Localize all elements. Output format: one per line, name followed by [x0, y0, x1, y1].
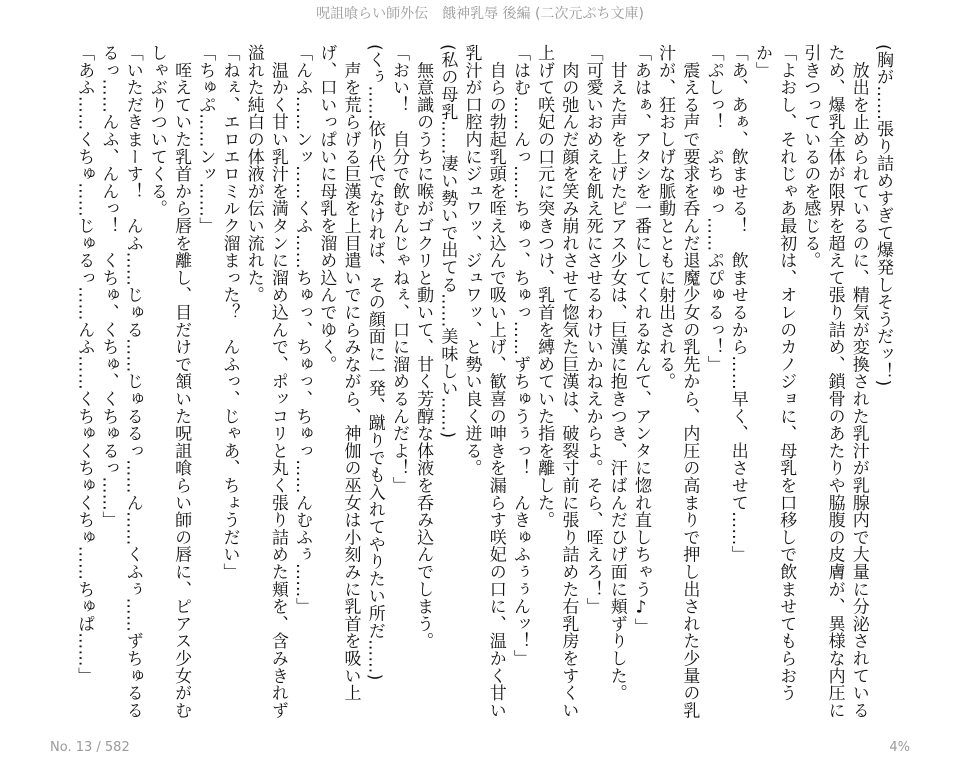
text-line: (私の母乳……凄い勢いで出てる……美味しい……) [437, 44, 458, 439]
text-line: 自らの勃起乳頭を咥え込んで吸い上げ、歓喜の呻きを漏らす咲妃の口に、温かく甘い乳汁が口腔内にジュワッ、ジュワッ、と勢い良く迸る。 [461, 44, 506, 719]
text-line: 震える声で要求を呑んだ退魔少女の乳先から、内圧の高まりで押し出された少量の乳汁が、狂おしげな脈動とともに射出される。 [655, 44, 700, 719]
text-line: (胸が……張り詰めすぎて爆発しそうだッ！) [873, 44, 893, 387]
progress-percent: 4% [889, 740, 910, 755]
text-line: 「おい！ 自分で飲むんじゃねぇ、口に溜めるんだよ！」 [388, 44, 409, 494]
text-line: (くぅ……依り代でなければ、その顔面に一発、蹴りでも入れてやりたい所だ……) [364, 44, 385, 681]
text-line: 「可愛いおめえを飢え死にさせるわけいかねえからよ。そら、咥えろ！」 [582, 44, 603, 615]
text-line: 「ねぇ、エロエロミルク溜まった？ んふっ、じゃあ、ちょうだい」 [219, 44, 240, 581]
text-line: 「はむ……んっ……ちゅっ、ちゅっ……ずちゅうぅっ！ んきゅふぅぅんッ！」 [509, 44, 530, 667]
text-line: 「んふ……ンッ……くふ……ちゅっ、ちゅっ、ちゅっ……んむふぅ……」 [292, 44, 313, 615]
text-line: 肉の弛んだ顔を笑み崩れさせて惚気た巨漢は、破裂寸前に張り詰めた右乳房をすくい上げて咲妃の口元に突きつけ、乳首を縛めていた指を離した。 [534, 44, 579, 719]
text-line: 声を荒らげる巨漢を上目遣いでにらみながら、神伽の巫女は小刻みに乳首を吸い上げ、口いっぱいに母乳を溜め込んでゆく。 [316, 44, 361, 702]
vertical-text-body [15, 44, 895, 720]
text-line: 「ぷしっ！ ぷちゅっ……ぷぴゅるっ！」 [703, 44, 724, 373]
text-line: 「よおし、それじゃあ最初は、オレのカノジョに、母乳を口移しで飲ませてもらおうか」 [751, 44, 797, 702]
text-line: 「ちゅぷ……ンッ……」 [195, 44, 216, 235]
location-indicator: No. 13 / 582 [50, 740, 130, 755]
text-line: 「あ、あぁ、飲ませる！ 飲ませるから……早く、出させて……」 [727, 44, 748, 563]
text-line: 「あはぁ、アタシを一番にしてくれるなんて、アンタに惚れ直しちゃう♪」 [630, 44, 651, 636]
text-line: 咥えていた乳首から唇を離し、目だけで頷いた呪詛喰らい師の唇に、ピアス少女がむしゃぶりついてくる。 [146, 44, 192, 719]
book-title-header: 呪詛喰らい師外伝 餓神乳辱 後編 (二次元ぷち文庫) [316, 6, 644, 22]
text-line: 無意識のうちに喉がゴクリと動いて、甘く芳醇な体液を呑み込んでしまう。 [413, 44, 434, 650]
text-line: 「あふ……くちゅ……じゅるっ……んふ……くちゅくちゅくちゅ……ちゅぱ……」 [74, 44, 95, 685]
text-line: 放出を止められているのに、精気が変換された乳汁が乳腺内で大量に分泌されているため、爆乳全体が限界を超えて張り詰め、鎖骨のあたりや脇腹の皮膚が、異様な内圧に引きつっているのを感じる。 [800, 44, 869, 719]
text-line: 温かく甘い乳汁を満タンに溜め込んで、ポッコリと丸く張り詰めた頬を、含みきれず溢れた純白の体液が伝い流れた。 [243, 44, 288, 719]
text-line: 「いただきまーす！ んふ……じゅる……じゅるるっ……ん……くふぅ……ずちゅるるるっ……んふ、んんっ！ くちゅ、くちゅ、くちゅるっ……」 [98, 44, 143, 719]
text-line: 甘えた声を上げたピアス少女は、巨漢に抱きつき、汗ばんだひげ面に頬ずりした。 [606, 44, 627, 702]
